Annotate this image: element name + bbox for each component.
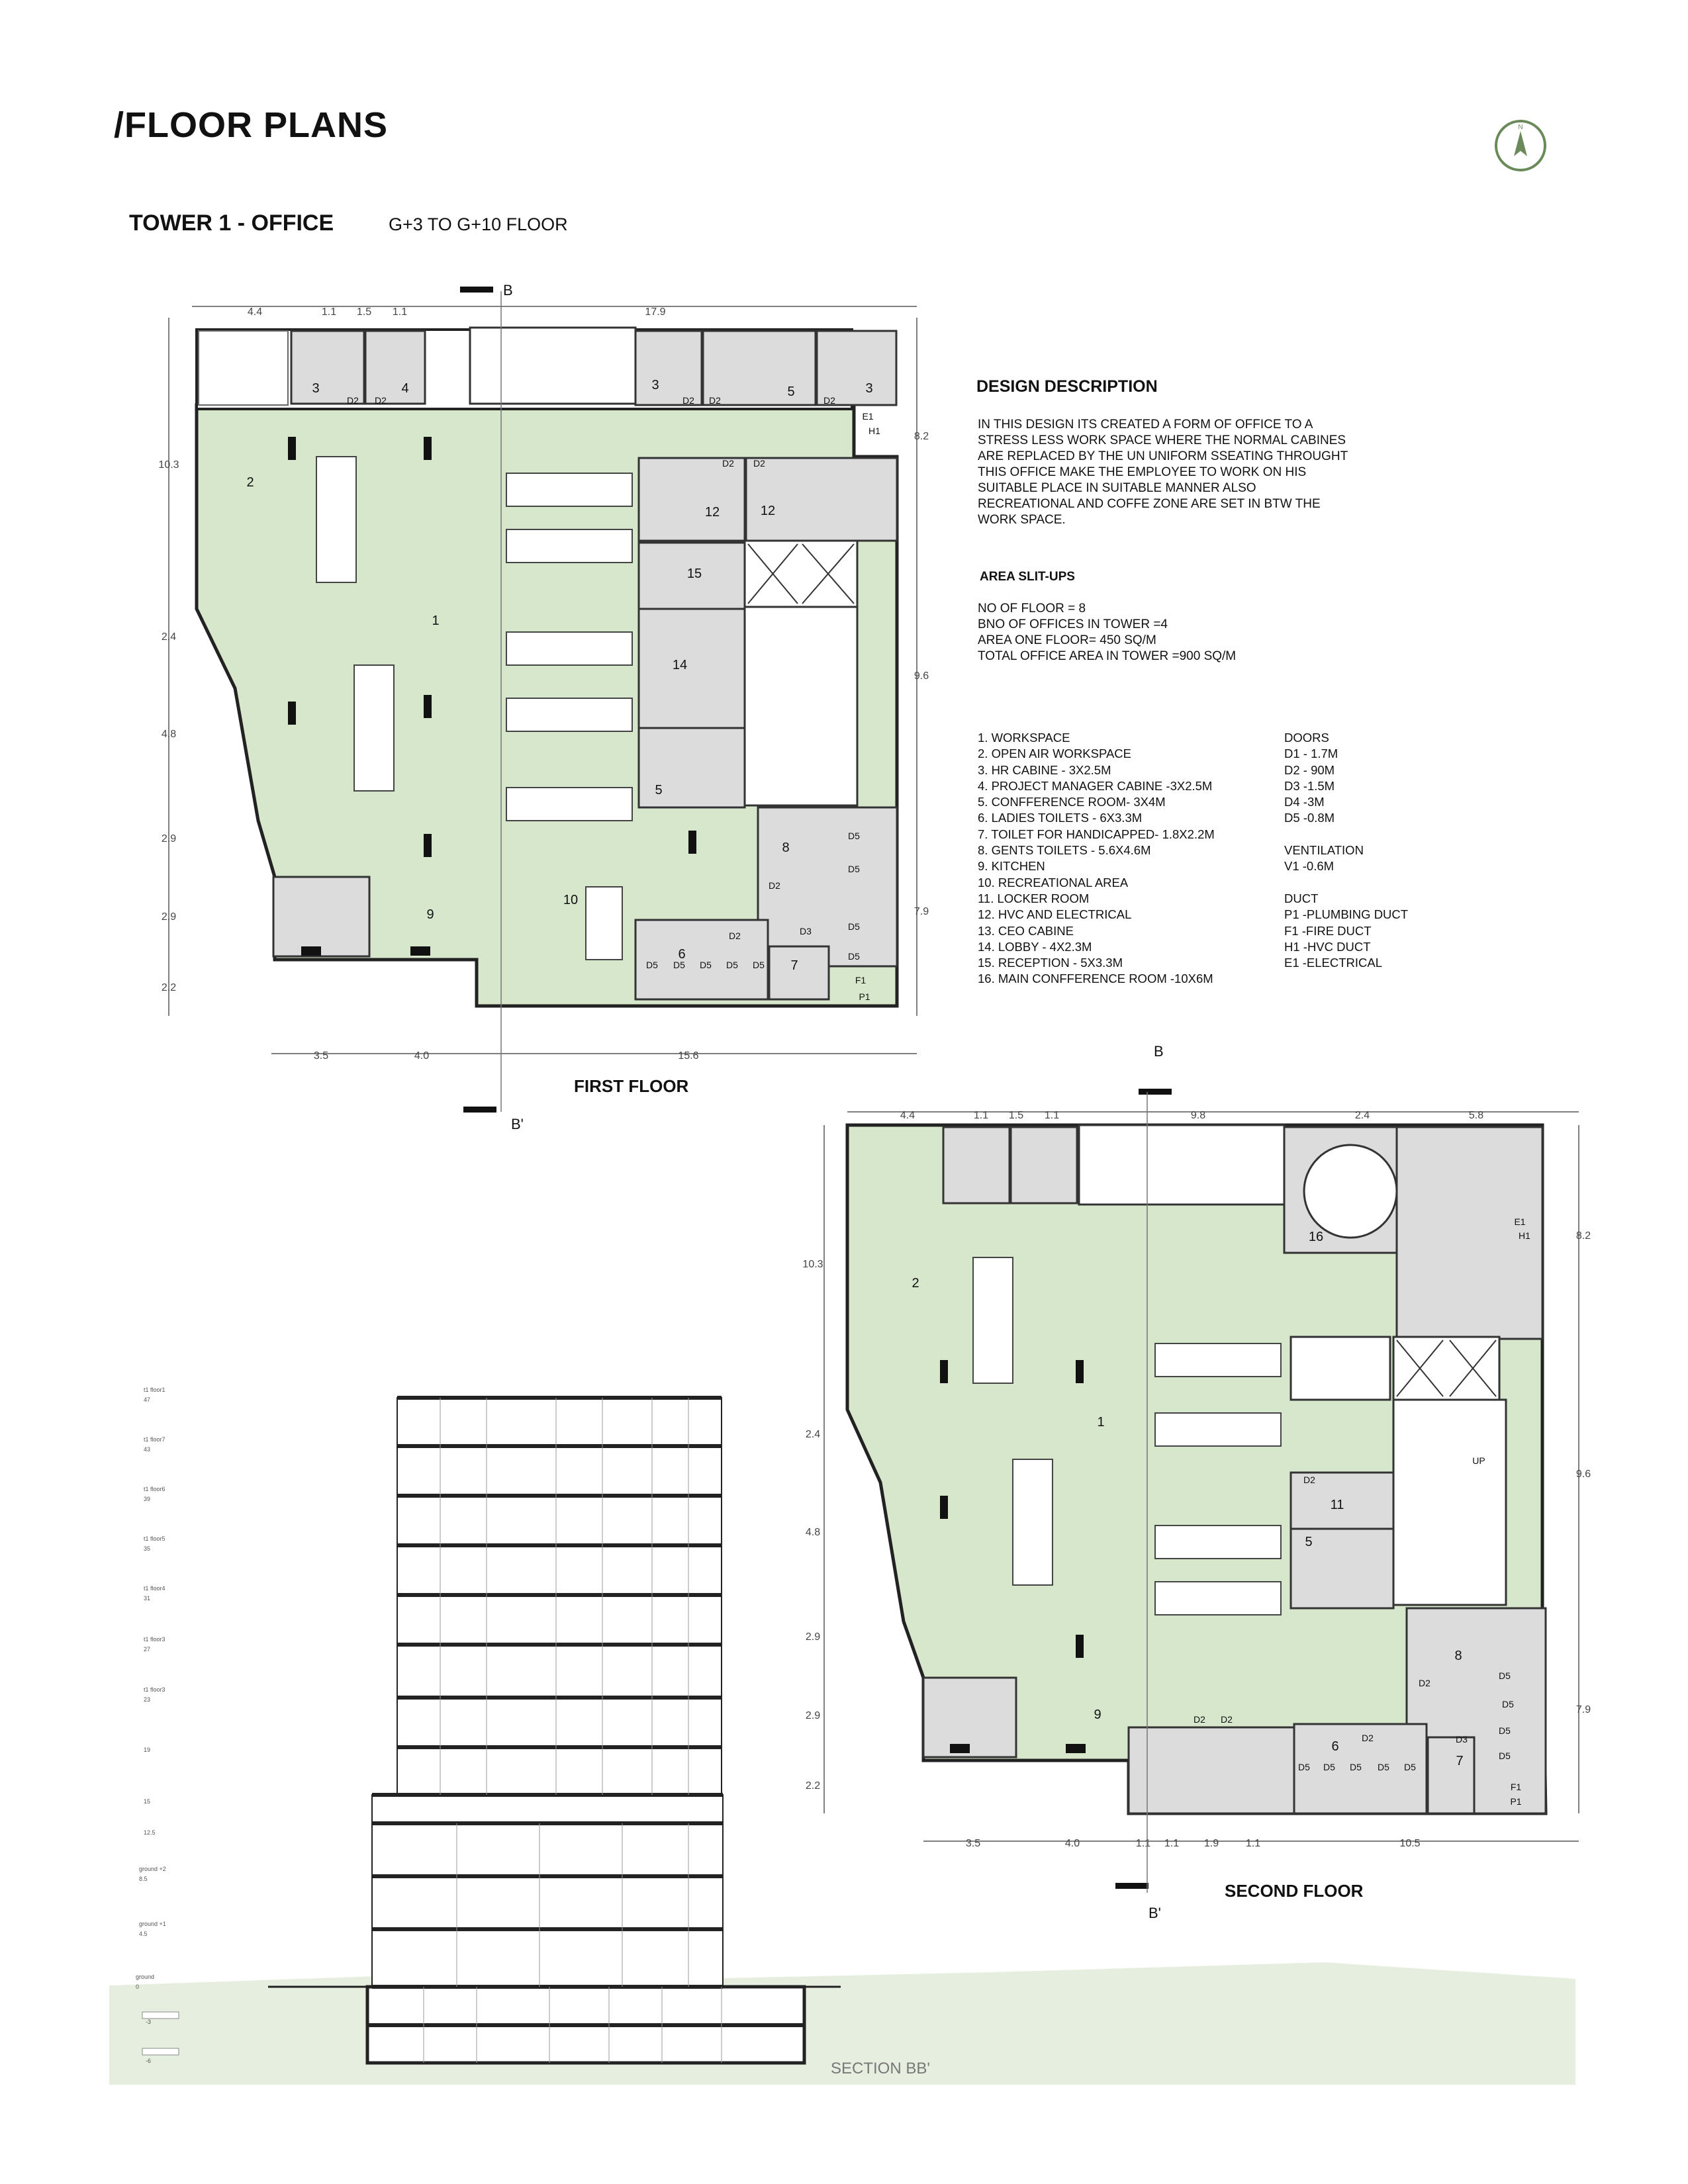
dim-label: 1.1 [321, 306, 337, 318]
duct-tag: F1 [1510, 1782, 1522, 1792]
dim-label: 2.2 [805, 1780, 821, 1792]
door-tag: D5 [1499, 1670, 1511, 1681]
door-spec: D3 -1.5M [1284, 778, 1335, 793]
legend-item: 11. LOCKER ROOM [978, 891, 1090, 905]
room-number: 7 [790, 958, 798, 973]
dim-label: 1.1 [1245, 1838, 1261, 1849]
dim-label: 4.8 [805, 1527, 821, 1538]
area-line: AREA ONE FLOOR= 450 SQ/M [978, 633, 1156, 647]
section-marker: B [1154, 1043, 1164, 1060]
door-tag: D5 [1499, 1751, 1511, 1761]
design-heading: DESIGN DESCRIPTION [976, 377, 1158, 396]
area-line: NO OF FLOOR = 8 [978, 602, 1086, 615]
door-tag: D5 [1404, 1762, 1416, 1772]
level-name: t1 floor1 [144, 1387, 165, 1393]
level-value: 47 [144, 1396, 151, 1403]
duct-heading: DUCT [1284, 891, 1319, 905]
door-tag: D5 [1378, 1762, 1389, 1772]
door-tag: D2 [1419, 1678, 1430, 1688]
door-tag: D5 [848, 921, 860, 932]
dim-label: 2.9 [805, 1631, 821, 1643]
duct-spec: F1 -FIRE DUCT [1284, 923, 1372, 938]
door-tag: D2 [729, 931, 741, 941]
dim-label: 3.5 [965, 1838, 981, 1849]
level-value: 4.5 [139, 1931, 148, 1937]
dim-label: 2.9 [161, 833, 177, 844]
door-tag: D5 [848, 864, 860, 874]
legend-item: 15. RECEPTION - 5X3.3M [978, 956, 1123, 970]
stair-label: UP [1472, 1455, 1485, 1466]
room-number: 16 [1308, 1230, 1324, 1244]
room-number: 12 [704, 505, 720, 520]
area-line: TOTAL OFFICE AREA IN TOWER =900 SQ/M [978, 649, 1237, 663]
level-value: 31 [144, 1595, 151, 1602]
level-name: t1 floor4 [144, 1585, 165, 1592]
room-number: 11 [1330, 1498, 1344, 1512]
legend-item: 7. TOILET FOR HANDICAPPED- 1.8X2.2M [978, 827, 1215, 841]
dim-label: 4.0 [1064, 1838, 1080, 1849]
level-name: ground +1 [139, 1921, 166, 1927]
door-tag: D2 [1303, 1475, 1315, 1485]
level-value: 39 [144, 1496, 151, 1502]
level-value: 23 [144, 1696, 151, 1703]
level-name: t1 floor7 [144, 1436, 165, 1443]
legend-item: 9. KITCHEN [978, 859, 1045, 874]
dim-label: 2.9 [161, 911, 177, 923]
section-marker: B [503, 282, 513, 298]
level-value: 43 [144, 1446, 151, 1453]
room-number: 8 [782, 841, 790, 855]
dim-label: 1.1 [392, 306, 408, 318]
level-value: 19 [144, 1747, 151, 1753]
legend-item: 12. HVC AND ELECTRICAL [978, 907, 1132, 922]
door-tag: D5 [1298, 1762, 1310, 1772]
door-tag: D2 [709, 395, 721, 406]
legend-item: 1. WORKSPACE [978, 731, 1070, 745]
second-floor-label: SECOND FLOOR [1225, 1881, 1364, 1901]
dim-label: 2.4 [161, 631, 177, 643]
room-number: 8 [1454, 1649, 1462, 1663]
dim-label: 15.6 [678, 1050, 699, 1062]
room-number: 5 [787, 385, 795, 399]
door-spec: D5 -0.8M [1284, 811, 1335, 825]
legend-item: 10. RECREATIONAL AREA [978, 875, 1129, 889]
ventilation-heading: VENTILATION [1284, 843, 1364, 858]
page-title: /FLOOR PLANS [114, 105, 388, 145]
room-number: 15 [686, 567, 702, 581]
section-label: SECTION BB' [831, 2060, 930, 2077]
legend-item: 2. OPEN AIR WORKSPACE [978, 747, 1131, 761]
dim-label: 5.8 [1468, 1110, 1484, 1121]
level-name: ground [136, 1974, 155, 1980]
dim-label: 2.2 [161, 982, 177, 993]
door-tag: D5 [673, 960, 685, 970]
room-number: 2 [912, 1276, 919, 1291]
room-number: 2 [246, 475, 254, 490]
legend-item: 16. MAIN CONFFERENCE ROOM -10X6M [978, 972, 1213, 986]
door-tag: D2 [753, 458, 765, 469]
room-number: 1 [1097, 1415, 1105, 1430]
door-tag: D5 [700, 960, 712, 970]
dim-label: 9.6 [914, 670, 929, 682]
room-number: 14 [672, 658, 688, 672]
door-tag: D3 [800, 926, 812, 936]
door-tag: D5 [1323, 1762, 1335, 1772]
level-name: ground +2 [139, 1866, 166, 1872]
duct-tag: E1 [1514, 1216, 1526, 1227]
level-value: 15 [144, 1798, 151, 1805]
duct-tag: F1 [855, 975, 867, 985]
duct-tag: P1 [1510, 1796, 1522, 1807]
door-tag: D5 [1502, 1699, 1514, 1709]
dim-label: 17.9 [645, 306, 666, 318]
room-number: 4 [401, 381, 409, 396]
dim-label: 10.5 [1399, 1838, 1421, 1849]
duct-spec: H1 -HVC DUCT [1284, 939, 1371, 954]
dim-label: 1.5 [1008, 1110, 1024, 1121]
legend-item: 5. CONFFERENCE ROOM- 3X4M [978, 795, 1166, 809]
dim-label: 2.4 [1354, 1110, 1370, 1121]
room-number: 3 [651, 378, 659, 392]
door-tag: D2 [347, 395, 359, 406]
door-tag: D2 [823, 395, 835, 406]
dim-label: 10.3 [158, 459, 179, 471]
door-tag: D2 [1362, 1733, 1374, 1743]
dim-label: 7.9 [1575, 1704, 1591, 1715]
room-number: 5 [655, 783, 663, 797]
area-line: BNO OF OFFICES IN TOWER =4 [978, 617, 1168, 631]
level-name: t1 floor3 [144, 1686, 165, 1693]
door-tag: D5 [848, 951, 860, 962]
dim-label: 4.4 [247, 306, 263, 318]
dim-label: 1.1 [1044, 1110, 1060, 1121]
door-tag: D2 [375, 395, 387, 406]
dim-label: 4.8 [161, 729, 177, 740]
level-value: -3 [146, 2019, 152, 2025]
dim-label: 10.3 [802, 1259, 823, 1270]
level-value: 12.5 [144, 1829, 156, 1836]
door-tag: D5 [726, 960, 738, 970]
door-tag: D5 [848, 831, 860, 841]
legend-item: 6. LADIES TOILETS - 6X3.3M [978, 811, 1143, 825]
legend-item: 8. GENTS TOILETS - 5.6X4.6M [978, 843, 1151, 858]
dim-label: 9.8 [1190, 1110, 1206, 1121]
door-tag: D5 [1499, 1725, 1511, 1736]
dim-label: 9.6 [1575, 1469, 1591, 1480]
door-tag: D3 [1456, 1734, 1468, 1745]
dim-label: 1.1 [973, 1110, 989, 1121]
door-tag: D5 [1350, 1762, 1362, 1772]
duct-tag: H1 [868, 426, 880, 436]
room-number: 6 [678, 947, 686, 962]
level-name: t1 floor3 [144, 1636, 165, 1643]
legend-item: 13. CEO CABINE [978, 923, 1074, 938]
dim-label: 1.1 [1164, 1838, 1180, 1849]
door-spec: D4 -3M [1284, 795, 1325, 809]
duct-tag: E1 [862, 411, 874, 422]
duct-spec: E1 -ELECTRICAL [1284, 956, 1383, 970]
room-number: 9 [1094, 1707, 1102, 1722]
level-value: 0 [136, 1983, 140, 1990]
room-number: 5 [1305, 1535, 1313, 1549]
dim-label: 8.2 [1575, 1230, 1591, 1242]
area-heading: AREA SLIT-UPS [980, 570, 1075, 584]
legend-item: 14. LOBBY - 4X2.3M [978, 939, 1092, 954]
doors-heading: DOORS [1284, 731, 1329, 745]
door-tag: D2 [769, 880, 780, 891]
dim-label: 8.2 [914, 431, 929, 442]
door-spec: D2 - 90M [1284, 762, 1335, 777]
duct-spec: P1 -PLUMBING DUCT [1284, 907, 1409, 922]
legend-item: 4. PROJECT MANAGER CABINE -3X2.5M [978, 778, 1213, 793]
legend-item: 3. HR CABINE - 3X2.5M [978, 762, 1111, 777]
ventilation-spec: V1 -0.6M [1284, 859, 1335, 874]
room-number: 3 [312, 381, 320, 396]
door-tag: D5 [753, 960, 765, 970]
dim-label: 1.1 [1135, 1838, 1151, 1849]
room-number: 12 [760, 504, 776, 518]
section-marker: B' [1149, 1905, 1161, 1921]
room-number: 1 [432, 614, 440, 628]
north-letter: N [1518, 124, 1523, 131]
room-number: 3 [865, 381, 873, 396]
design-body: IN THIS DESIGN ITS CREATED A FORM OF OFFICE TO A STRESS LESS WORK SPACE WHERE THE NORMAL CABINES ARE REPLACED BY THE UN UNIFORM SSEATING THROUGHT THIS OFFICE MAKE THE EMPLOYEE TO WORK ON HIS SUITABLE PLACE IN SUITABLE MANNER ALSO RECREATIONAL AND COFFE ZONE ARE SET IN BTW THE WORK SPACE. [978, 418, 1348, 527]
door-tag: D2 [682, 395, 694, 406]
level-value: 35 [144, 1545, 151, 1552]
dim-label: 4.4 [900, 1110, 915, 1121]
section-marker: B' [511, 1116, 524, 1132]
door-tag: D2 [1221, 1714, 1233, 1725]
level-value: 8.5 [139, 1876, 148, 1882]
dim-label: 3.5 [313, 1050, 329, 1062]
level-value: 27 [144, 1646, 151, 1653]
door-tag: D2 [1194, 1714, 1205, 1725]
room-number: 7 [1456, 1754, 1464, 1768]
floor-range: G+3 TO G+10 FLOOR [389, 214, 568, 234]
dim-label: 1.5 [356, 306, 372, 318]
door-tag: D5 [646, 960, 658, 970]
dim-label: 2.9 [805, 1710, 821, 1721]
dim-label: 4.0 [414, 1050, 430, 1062]
level-name: t1 floor6 [144, 1486, 165, 1492]
door-spec: D1 - 1.7M [1284, 747, 1338, 761]
dim-label: 2.4 [805, 1429, 821, 1440]
dim-label: 1.9 [1203, 1838, 1219, 1849]
room-number: 10 [563, 893, 579, 907]
tower-title: TOWER 1 - OFFICE [129, 210, 334, 236]
room-number: 9 [426, 907, 434, 922]
door-tag: D2 [722, 458, 734, 469]
first-floor-label: FIRST FLOOR [574, 1076, 689, 1096]
duct-tag: P1 [859, 991, 870, 1002]
level-name: t1 floor5 [144, 1535, 165, 1542]
duct-tag: H1 [1519, 1230, 1530, 1241]
room-number: 6 [1331, 1739, 1339, 1754]
level-value: -6 [146, 2058, 152, 2064]
dim-label: 7.9 [914, 906, 929, 917]
